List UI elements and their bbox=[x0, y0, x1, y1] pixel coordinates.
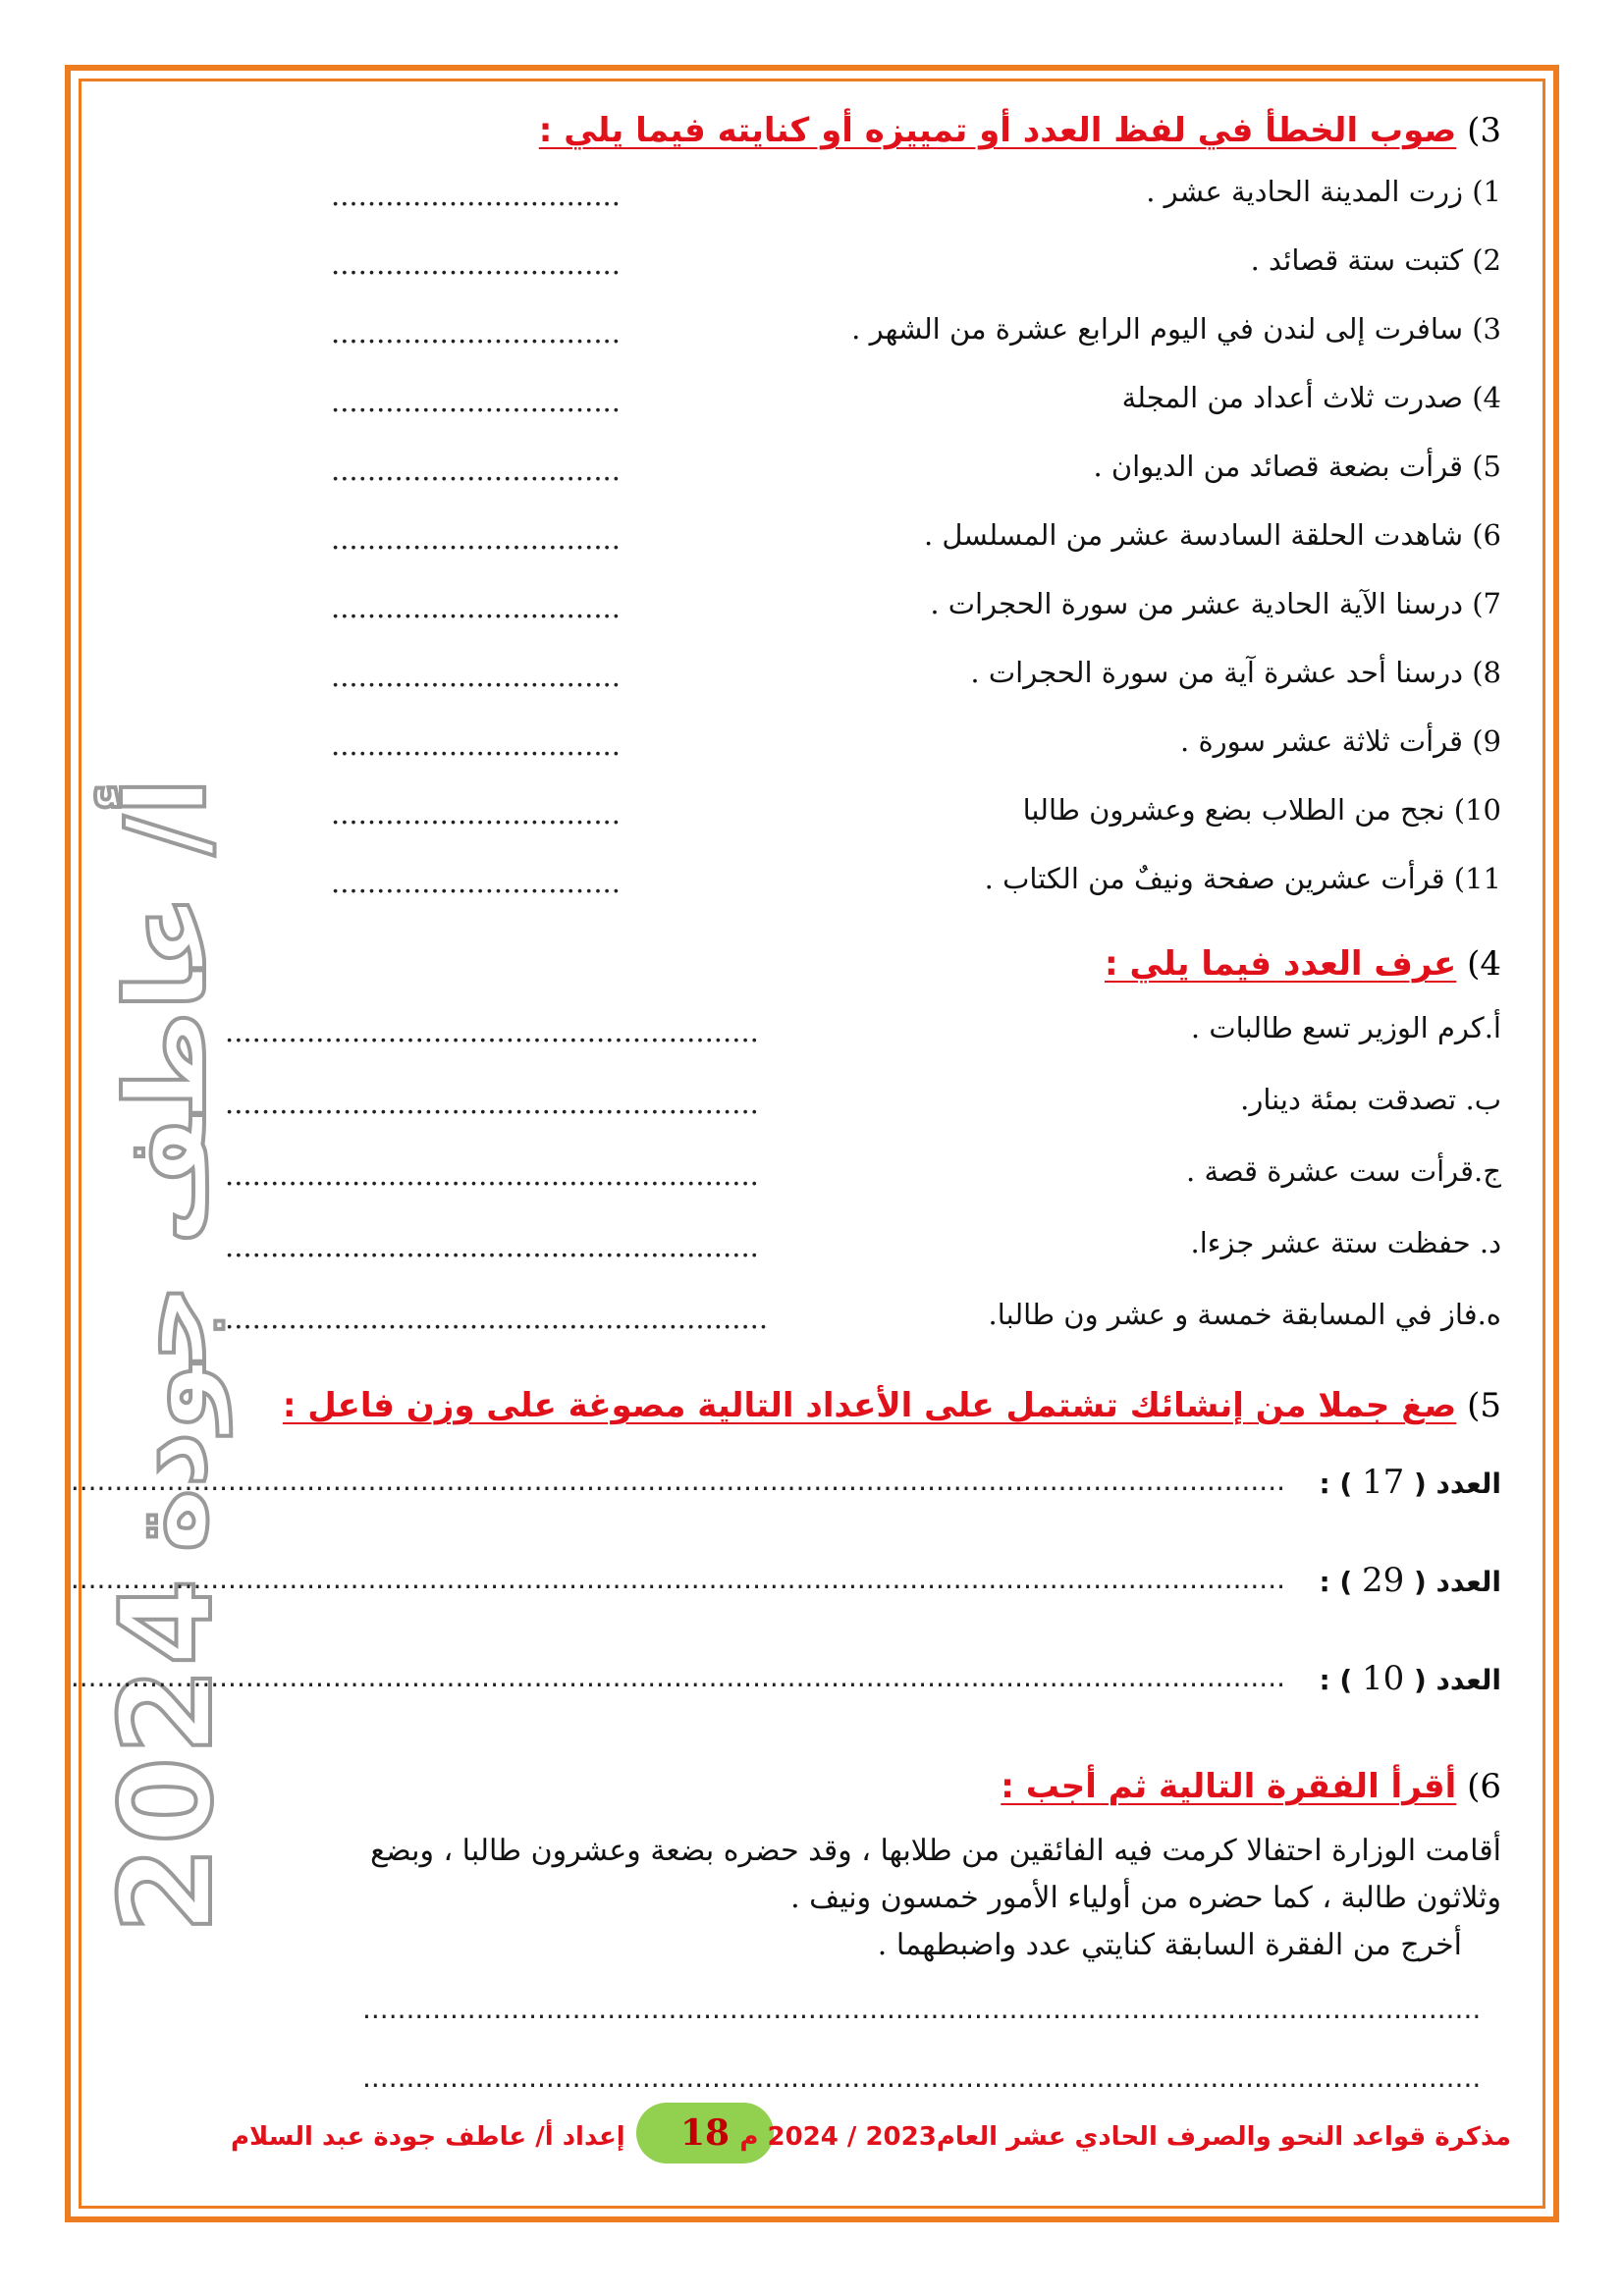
paragraph-line: أقامت الوزارة احتفالا كرمت فيه الفائقين من طلابها ، وقد حضره بضعة وعشرون طالبا ، وبضع bbox=[370, 1834, 1501, 1868]
exercise-sentence: 1) زرت المدينة الحادية عشر . bbox=[1146, 175, 1501, 208]
exercise-sentence: ه.فاز في المسابقة خمسة و عشر ون طالبا. bbox=[988, 1298, 1501, 1331]
answer-blank[interactable]: ................................ bbox=[331, 728, 621, 762]
exercise-sentence: د. حفظت ستة عشر جزءا. bbox=[1190, 1226, 1501, 1259]
answer-blank[interactable]: ................................ bbox=[331, 247, 621, 281]
prompt-word: العدد bbox=[1435, 1566, 1501, 1598]
section-number: 6) bbox=[1467, 1767, 1501, 1806]
exercise-row bbox=[323, 165, 1501, 224]
exercise-sentence: 6) شاهدت الحلقة السادسة عشر من المسلسل . bbox=[923, 518, 1501, 552]
answer-blank[interactable]: ................................ bbox=[331, 522, 621, 556]
exercise-row bbox=[225, 1073, 1501, 1132]
exercise-row bbox=[225, 1216, 1501, 1275]
answer-blank[interactable]: ................................ bbox=[331, 385, 621, 418]
exercise-row bbox=[225, 1145, 1501, 1203]
prompt-word: العدد bbox=[1435, 1468, 1501, 1500]
exercise-row bbox=[323, 302, 1501, 361]
prompt-number: 10 bbox=[1361, 1659, 1405, 1698]
exercise-sentence: 8) درسنا أحد عشرة آية من سورة الحجرات . bbox=[970, 656, 1501, 689]
answer-blank[interactable]: ........................................................... bbox=[225, 1087, 759, 1120]
exercise-row bbox=[225, 1001, 1501, 1060]
prompt-close: ) : bbox=[1319, 1664, 1362, 1696]
section-title: صوب الخطأ في لفظ العدد أو تمييزه أو كنايته فيما يلي : bbox=[538, 111, 1457, 150]
section-title: أقرأ الفقرة التالية ثم أجب : bbox=[1001, 1767, 1457, 1806]
answer-blank[interactable]: ................................ bbox=[331, 316, 621, 349]
prompt-close: ) : bbox=[1319, 1566, 1362, 1598]
section-title: عرف العدد فيما يلي : bbox=[1105, 944, 1457, 984]
footer-title: مذكرة قواعد النحو والصرف الحادي عشر العام2023 / 2024 م bbox=[739, 2122, 1511, 2152]
sentence-prompt-row bbox=[70, 1455, 1501, 1514]
exercise-row bbox=[323, 852, 1501, 911]
footer-author: إعداد أ/ عاطف جودة عبد السلام bbox=[231, 2122, 625, 2152]
prompt-number: 29 bbox=[1361, 1561, 1405, 1600]
answer-blank[interactable]: ........................................................................................................................................... bbox=[70, 1661, 1285, 1693]
section-3-heading bbox=[539, 111, 1501, 150]
exercise-row bbox=[225, 1288, 1501, 1347]
exercise-sentence: 2) كتبت ستة قصائد . bbox=[1250, 243, 1501, 277]
section-number: 3) bbox=[1467, 111, 1501, 150]
exercise-row bbox=[323, 646, 1501, 705]
sentence-prompt-row bbox=[70, 1651, 1501, 1710]
answer-blank[interactable]: ................................ bbox=[331, 179, 621, 212]
section-number: 5) bbox=[1467, 1386, 1501, 1425]
paragraph-line: وثلاثون طالبة ، كما حضره من أولياء الأمور خمسون ونيف . bbox=[790, 1881, 1501, 1915]
exercise-sentence: ج.قرأت ست عشرة قصة . bbox=[1186, 1154, 1501, 1188]
watermark-year: 2024 bbox=[93, 1575, 241, 1934]
section-6-heading bbox=[1001, 1767, 1501, 1806]
exercise-row bbox=[323, 715, 1501, 774]
section-5-heading bbox=[283, 1386, 1501, 1425]
section-4-heading bbox=[1105, 944, 1501, 984]
prompt-open: ( bbox=[1404, 1468, 1427, 1500]
question-text: أخرج من الفقرة السابقة كنايتي عدد واضبطهما . bbox=[877, 1928, 1462, 1962]
exercise-row bbox=[323, 371, 1501, 430]
answer-blank[interactable]: ................................ bbox=[331, 591, 621, 624]
prompt-word: العدد bbox=[1435, 1664, 1501, 1696]
exercise-sentence: 9) قرأت ثلاثة عشر سورة . bbox=[1180, 724, 1501, 758]
reading-paragraph bbox=[244, 1828, 1501, 1969]
prompt-close: ) : bbox=[1319, 1468, 1362, 1500]
watermark-name: أ/ عاطف جودة bbox=[103, 777, 231, 1553]
exercise-sentence: 3) سافرت إلى لندن في اليوم الرابع عشرة من الشهر . bbox=[851, 312, 1501, 346]
page-number: 18 bbox=[679, 2112, 731, 2154]
sentence-prompt-row bbox=[70, 1553, 1501, 1612]
number-prompt bbox=[1319, 1659, 1501, 1698]
answer-blank[interactable]: ................................ bbox=[331, 797, 621, 830]
answer-blank[interactable]: ................................ bbox=[331, 660, 621, 693]
answer-line[interactable]: ................................................................................................................................ bbox=[362, 1993, 1482, 2025]
number-prompt bbox=[1319, 1561, 1501, 1600]
prompt-number: 17 bbox=[1361, 1463, 1405, 1502]
answer-blank[interactable]: ........................................................................................................................................... bbox=[70, 1465, 1285, 1497]
answer-blank[interactable]: ............................................................ bbox=[225, 1302, 769, 1335]
exercise-row bbox=[323, 234, 1501, 293]
exercise-sentence: 11) قرأت عشرين صفحة ونيفٌ من الكتاب . bbox=[984, 862, 1501, 895]
exercise-sentence: 7) درسنا الآية الحادية عشر من سورة الحجرات . bbox=[930, 587, 1501, 620]
exercise-sentence: ب. تصدقت بمئة دينار. bbox=[1240, 1083, 1501, 1116]
answer-blank[interactable]: ................................ bbox=[331, 866, 621, 899]
answer-blank[interactable]: ................................ bbox=[331, 454, 621, 487]
answer-blank[interactable]: ........................................................... bbox=[225, 1015, 759, 1048]
exercise-sentence: 10) نجح من الطلاب بضع وعشرون طالبا bbox=[1022, 793, 1501, 827]
answer-blank[interactable]: ........................................................... bbox=[225, 1158, 759, 1192]
section-title: صغ جملا من إنشائك تشتمل على الأعداد التالية مصوغة على وزن فاعل : bbox=[282, 1386, 1457, 1425]
answer-line[interactable]: ................................................................................................................................ bbox=[362, 2061, 1482, 2094]
exercise-row bbox=[323, 783, 1501, 842]
number-prompt bbox=[1319, 1463, 1501, 1502]
answer-blank[interactable]: ........................................................................................................................................... bbox=[70, 1563, 1285, 1595]
page-footer bbox=[0, 2101, 1624, 2179]
exercise-row bbox=[323, 508, 1501, 567]
exercise-sentence: 5) قرأت بضعة قصائد من الديوان . bbox=[1093, 450, 1501, 483]
prompt-open: ( bbox=[1404, 1664, 1427, 1696]
prompt-open: ( bbox=[1404, 1566, 1427, 1598]
exercise-sentence: 4) صدرت ثلاث أعداد من المجلة bbox=[1121, 381, 1501, 414]
section-number: 4) bbox=[1467, 944, 1501, 984]
exercise-sentence: أ.كرم الوزير تسع طالبات . bbox=[1190, 1011, 1501, 1044]
exercise-row bbox=[323, 440, 1501, 499]
answer-blank[interactable]: ........................................................... bbox=[225, 1230, 759, 1263]
exercise-row bbox=[323, 577, 1501, 636]
